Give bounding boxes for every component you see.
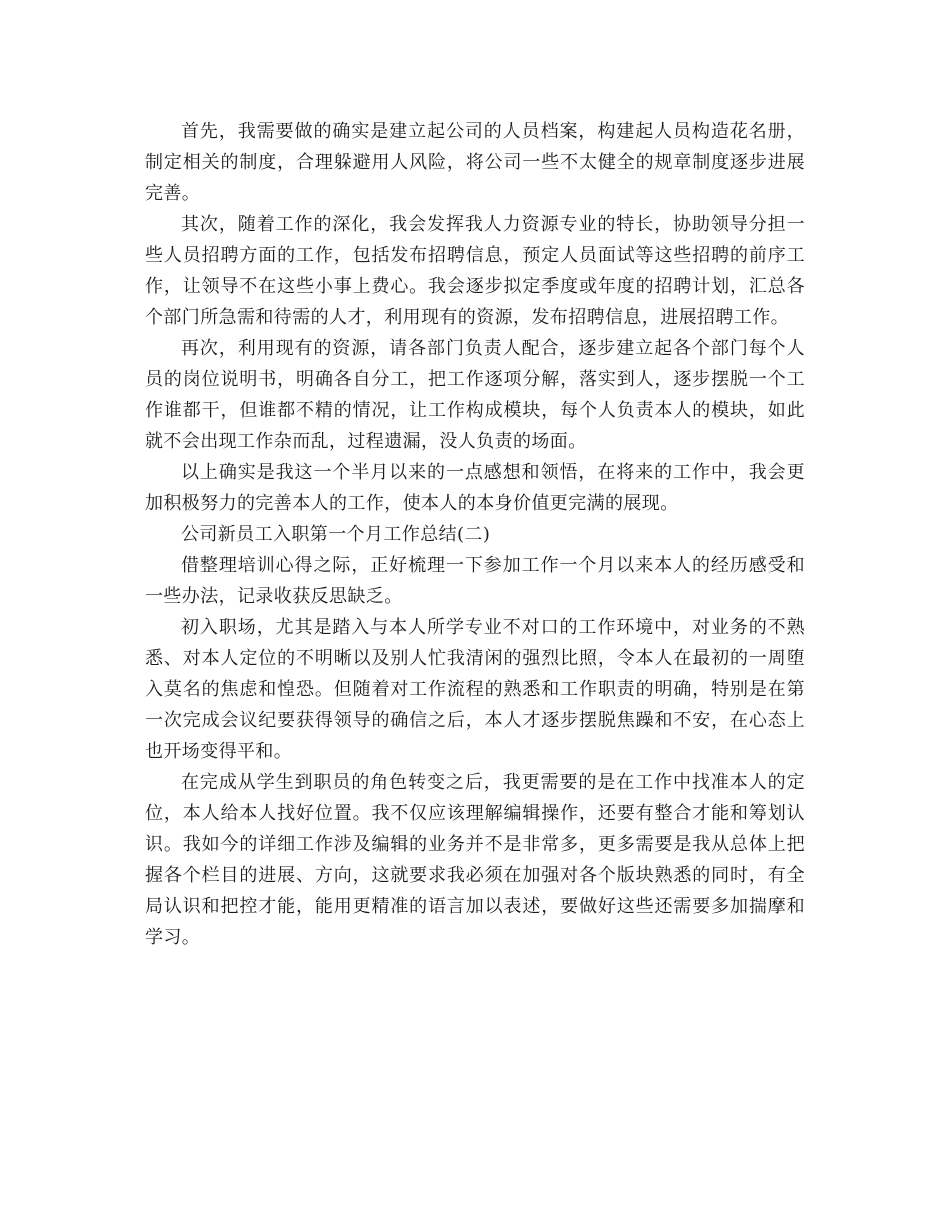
paragraph-5: 借整理培训心得之际，正好梳理一下参加工作一个月以来本人的经历感受和一些办法，记录收获反思缺乏。	[145, 555, 805, 607]
paragraph-7: 在完成从学生到职员的角色转变之后，我更需要的是在工作中找准本人的定位，本人给本人找好位置。我不仅应该理解编辑操作，还要有整合才能和筹划认识。我如今的详细工作涉及编辑的业务并不是非常多，更多需要是我从总体上把握各个栏目的进展、方向，这就要求我必须在加强对各个版块熟悉的同时，有全局认识和把控才能，能用更精准的语言加以表述，要做好这些还需要多加揣摩和学习。	[145, 772, 805, 948]
paragraph-1: 首先，我需要做的确实是建立起公司的人员档案，构建起人员构造花名册，制定相关的制度，合理躲避用人风险，将公司一些不太健全的规章制度逐步进展完善。	[145, 121, 805, 204]
section-heading: 公司新员工入职第一个月工作总结(二)	[181, 524, 491, 545]
paragraph-6: 初入职场，尤其是踏入与本人所学专业不对口的工作环境中，对业务的不熟悉、对本人定位的不明晰以及别人忙我清闲的强烈比照，令本人在最初的一周堕入莫名的焦虑和惶恐。但随着对工作流程的熟悉和工作职责的明确，特别是在第一次完成会议纪要获得领导的确信之后，本人才逐步摆脱焦躁和不安，在心态上也开场变得平和。	[145, 617, 805, 762]
paragraph-2: 其次，随着工作的深化，我会发挥我人力资源专业的特长，协助领导分担一些人员招聘方面的工作，包括发布招聘信息，预定人员面试等这些招聘的前序工作，让领导不在这些小事上费心。我会逐步拟定季度或年度的招聘计划，汇总各个部门所急需和待需的人才，利用现有的资源，发布招聘信息，进展招聘工作。	[145, 214, 805, 328]
paragraph-3: 再次，利用现有的资源，请各部门负责人配合，逐步建立起各个部门每个人员的岗位说明书，明确各自分工，把工作逐项分解，落实到人，逐步摆脱一个工作谁都干，但谁都不精的情况，让工作构成模块，每个人负责本人的模块，如此就不会出现工作杂而乱，过程遗漏，没人负责的场面。	[145, 338, 805, 452]
paragraph-4: 以上确实是我这一个半月以来的一点感想和领悟，在将来的工作中，我会更加积极努力的完善本人的工作，使本人的本身价值更完满的展现。	[145, 462, 805, 514]
document-body	[145, 116, 805, 953]
